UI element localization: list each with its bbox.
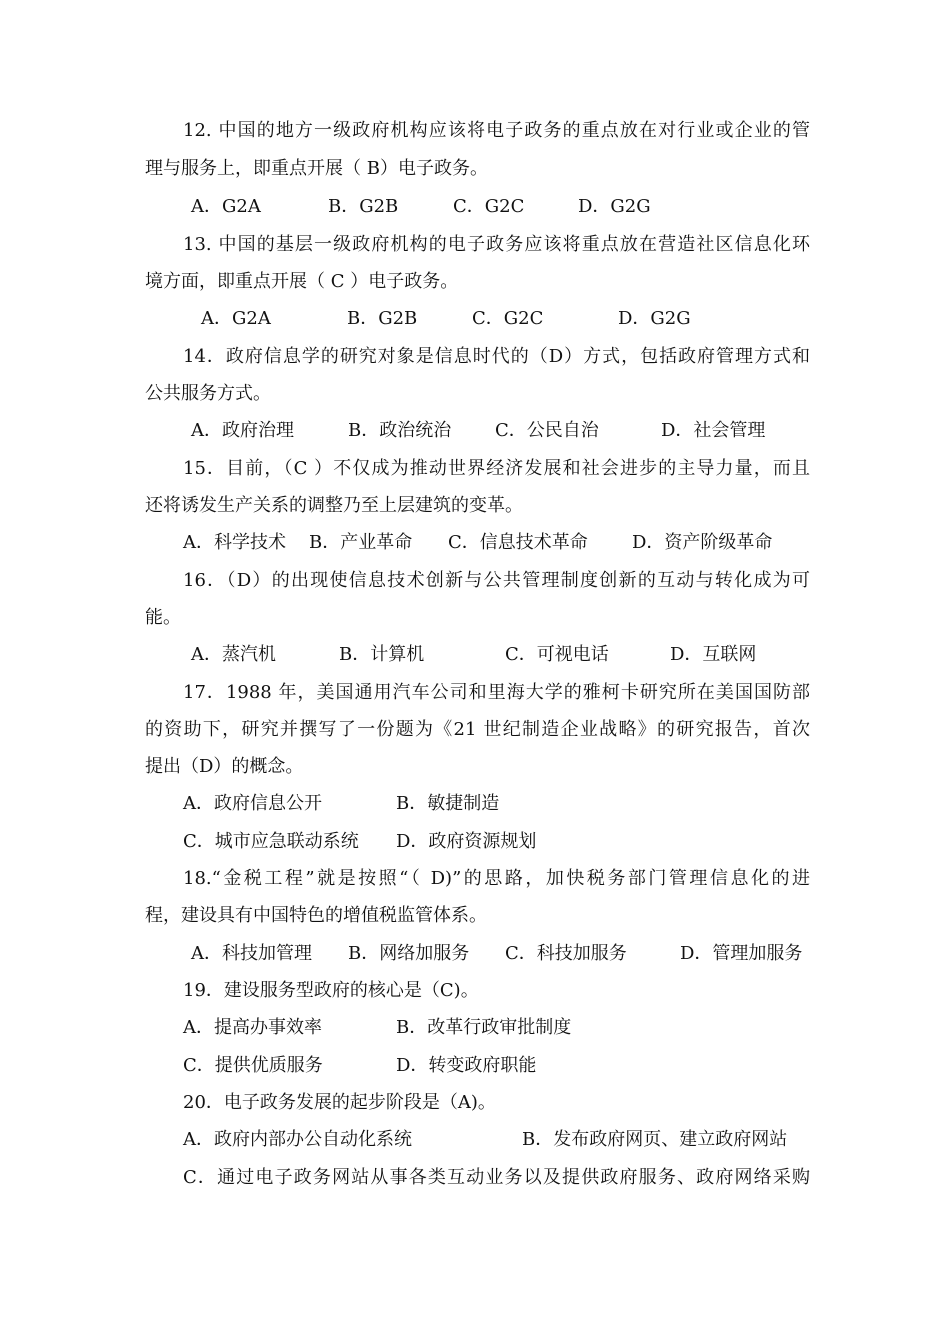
option-b: B．G2B — [347, 308, 418, 329]
option-c: C．公民自治 — [495, 420, 599, 441]
option-d: D．G2G — [578, 196, 651, 217]
question-13-line-2: 境方面，即重点开展（ C ）电子政务。 — [145, 271, 459, 292]
option-d: D．资产阶级革命 — [632, 532, 773, 553]
question-17-line-3: 提出（D）的概念。 — [145, 756, 304, 777]
option-b: B．政治统治 — [348, 420, 452, 441]
option-a: A．政府治理 — [191, 420, 294, 441]
option-a: A．提高办事效率 — [183, 1017, 322, 1038]
option-c: C．提供优质服务 — [183, 1055, 323, 1076]
option-a: A．政府信息公开 — [183, 793, 322, 814]
option-b: B．计算机 — [339, 644, 425, 665]
option-b: B．产业革命 — [309, 532, 413, 553]
option-c: C．G2C — [453, 196, 525, 217]
question-14-options — [145, 418, 810, 444]
question-12-line-2: 理与服务上，即重点开展（ B）电子政务。 — [145, 158, 488, 179]
question-16-line-2: 能。 — [145, 607, 181, 628]
option-c: C．科技加服务 — [505, 943, 627, 964]
option-c: C．城市应急联动系统 — [183, 831, 359, 852]
option-a: A．科学技术 — [183, 532, 286, 553]
option-c: C．信息技术革命 — [448, 532, 588, 553]
option-b: B．发布政府网页、建立政府网站 — [522, 1129, 788, 1150]
option-b: B．敏捷制造 — [396, 793, 500, 814]
question-17-line-2: 的资助下，研究并撰写了一份题为《21 世纪制造企业战略》的研究报告，首次 — [145, 719, 810, 740]
question-18-options — [145, 941, 810, 967]
question-18-line-1: 18.“金税工程”就是按照“（ D)”的思路，加快税务部门管理信息化的进 — [183, 868, 810, 889]
question-15-line-2: 还将诱发生产关系的调整乃至上层建筑的变革。 — [145, 495, 523, 516]
option-d: D．互联网 — [670, 644, 757, 665]
question-19-options-row-1 — [145, 1015, 810, 1041]
option-c: C．G2C — [472, 308, 544, 329]
question-19-options-row-2 — [145, 1053, 810, 1079]
question-13-options — [145, 306, 810, 332]
question-16-options — [145, 642, 810, 668]
question-19-line-1: 19．建设服务型政府的核心是（C)。 — [183, 980, 479, 1001]
option-b: B．改革行政审批制度 — [396, 1017, 572, 1038]
question-14-line-2: 公共服务方式。 — [145, 383, 271, 404]
option-d: D．社会管理 — [661, 420, 766, 441]
option-a: A．科技加管理 — [191, 943, 312, 964]
question-16-line-1: 16．（D）的出现使信息技术创新与公共管理制度创新的互动与转化成为可 — [183, 570, 810, 591]
option-a: A．政府内部办公自动化系统 — [183, 1129, 412, 1150]
option-d: D．管理加服务 — [680, 943, 803, 964]
question-15-line-1: 15．目前，（C ）不仅成为推动世界经济发展和社会进步的主导力量，而且 — [183, 458, 810, 479]
question-17-options-row-1 — [145, 791, 810, 817]
option-b: B．网络加服务 — [348, 943, 470, 964]
question-20-options-row-1 — [145, 1127, 810, 1153]
question-17-line-1: 17．1988 年，美国通用汽车公司和里海大学的雅柯卡研究所在美国国防部 — [183, 682, 810, 703]
option-a: A．G2A — [201, 308, 271, 329]
option-c: C．可视电话 — [505, 644, 609, 665]
option-a: A．G2A — [191, 196, 261, 217]
question-15-options — [145, 530, 810, 556]
question-18-line-2: 程，建设具有中国特色的增值税监管体系。 — [145, 905, 487, 926]
question-12-options — [145, 194, 810, 220]
question-12-line-1: 12. 中国的地方一级政府机构应该将电子政务的重点放在对行业或企业的管 — [183, 120, 810, 141]
question-20-line-1: 20．电子政务发展的起步阶段是（A)。 — [183, 1092, 496, 1113]
option-d: D．政府资源规划 — [396, 831, 537, 852]
option-b: B．G2B — [328, 196, 399, 217]
option-d: D．G2G — [618, 308, 691, 329]
question-13-line-1: 13. 中国的基层一级政府机构的电子政务应该将重点放在营造社区信息化环 — [183, 234, 810, 255]
question-14-line-1: 14．政府信息学的研究对象是信息时代的（D）方式，包括政府管理方式和 — [183, 346, 810, 367]
question-17-options-row-2 — [145, 829, 810, 855]
option-a: A．蒸汽机 — [191, 644, 276, 665]
question-20-option-c: C．通过电子政务网站从事各类互动业务以及提供政府服务、政府网络采购 — [183, 1167, 810, 1188]
option-d: D．转变政府职能 — [396, 1055, 537, 1076]
